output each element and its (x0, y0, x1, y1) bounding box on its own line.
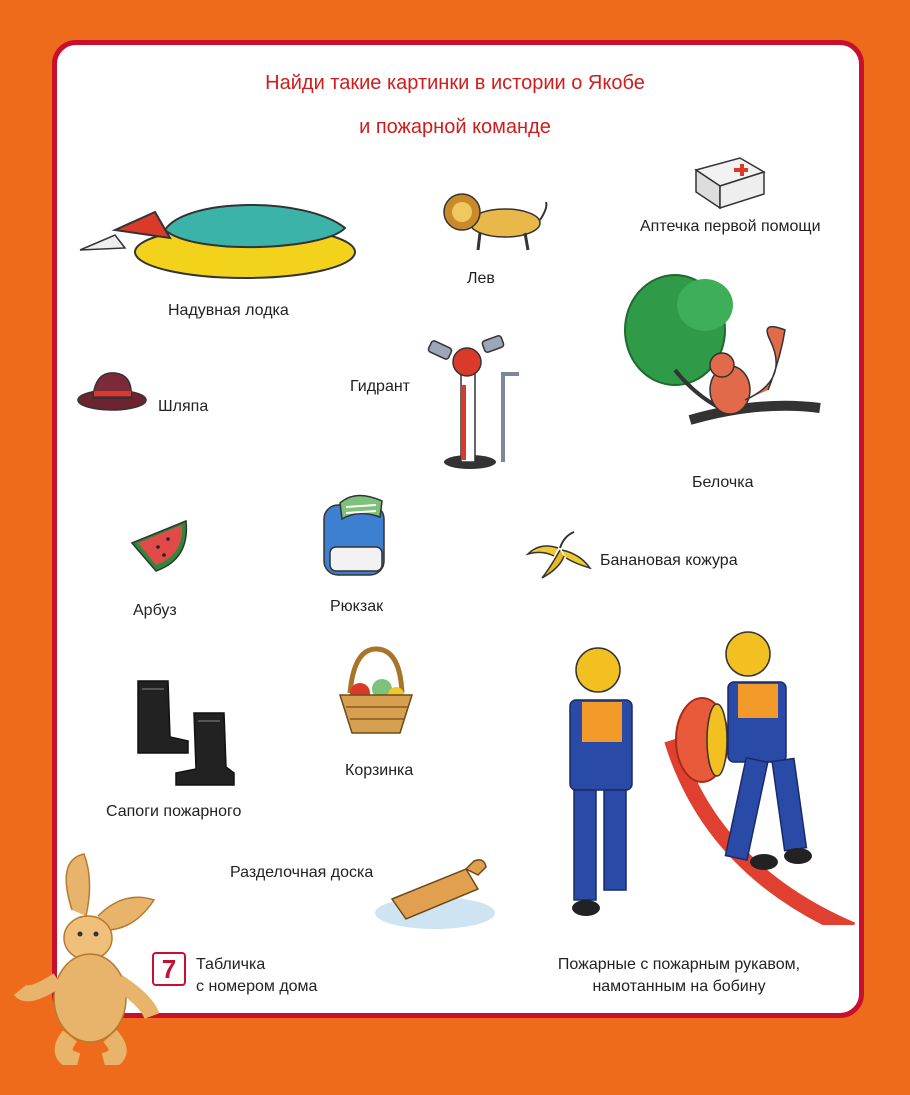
label-firemen-line-1: Пожарные с пожарным рукавом, (557, 956, 801, 973)
squirrel-icon (620, 270, 825, 450)
lion-icon (440, 188, 550, 253)
firemen-with-hose-icon (552, 630, 857, 925)
label-hat: Шляпа (158, 398, 209, 415)
label-basket: Корзинка (345, 762, 414, 779)
label-inflatable-boat: Надувная лодка (168, 302, 289, 319)
label-banana-peel: Банановая кожура (600, 552, 738, 569)
label-house-plate-line-1: Табличка (196, 956, 266, 973)
label-hydrant: Гидрант (350, 378, 410, 395)
watermelon-icon (128, 515, 193, 575)
first-aid-kit-icon (690, 152, 770, 212)
page-title-line-2: и пожарной команде (359, 116, 551, 138)
inflatable-boat-icon (75, 190, 360, 290)
hat-icon (75, 365, 150, 415)
fireman-boots-icon (130, 675, 240, 790)
label-fireman-boots: Сапоги пожарного (106, 803, 242, 820)
hydrant-icon (425, 330, 525, 475)
label-house-plate-line-2: с номером дома (196, 978, 318, 995)
label-firemen-line-2: намотанным на бобину (592, 978, 766, 995)
basket-icon (330, 645, 420, 740)
label-first-aid-kit: Аптечка первой помощи (640, 218, 821, 235)
house-number-plate: 7 (152, 952, 186, 986)
backpack-icon (310, 485, 405, 585)
label-squirrel: Белочка (692, 474, 754, 491)
label-lion: Лев (467, 270, 495, 287)
label-watermelon: Арбуз (133, 602, 177, 619)
cutting-board-icon (370, 855, 500, 935)
banana-peel-icon (520, 528, 595, 583)
label-backpack: Рюкзак (330, 598, 384, 615)
page-title-line-1: Найди такие картинки в истории о Якобе (265, 72, 645, 94)
bunny-toy-icon (14, 850, 159, 1065)
label-cutting-board: Разделочная доска (230, 864, 374, 881)
